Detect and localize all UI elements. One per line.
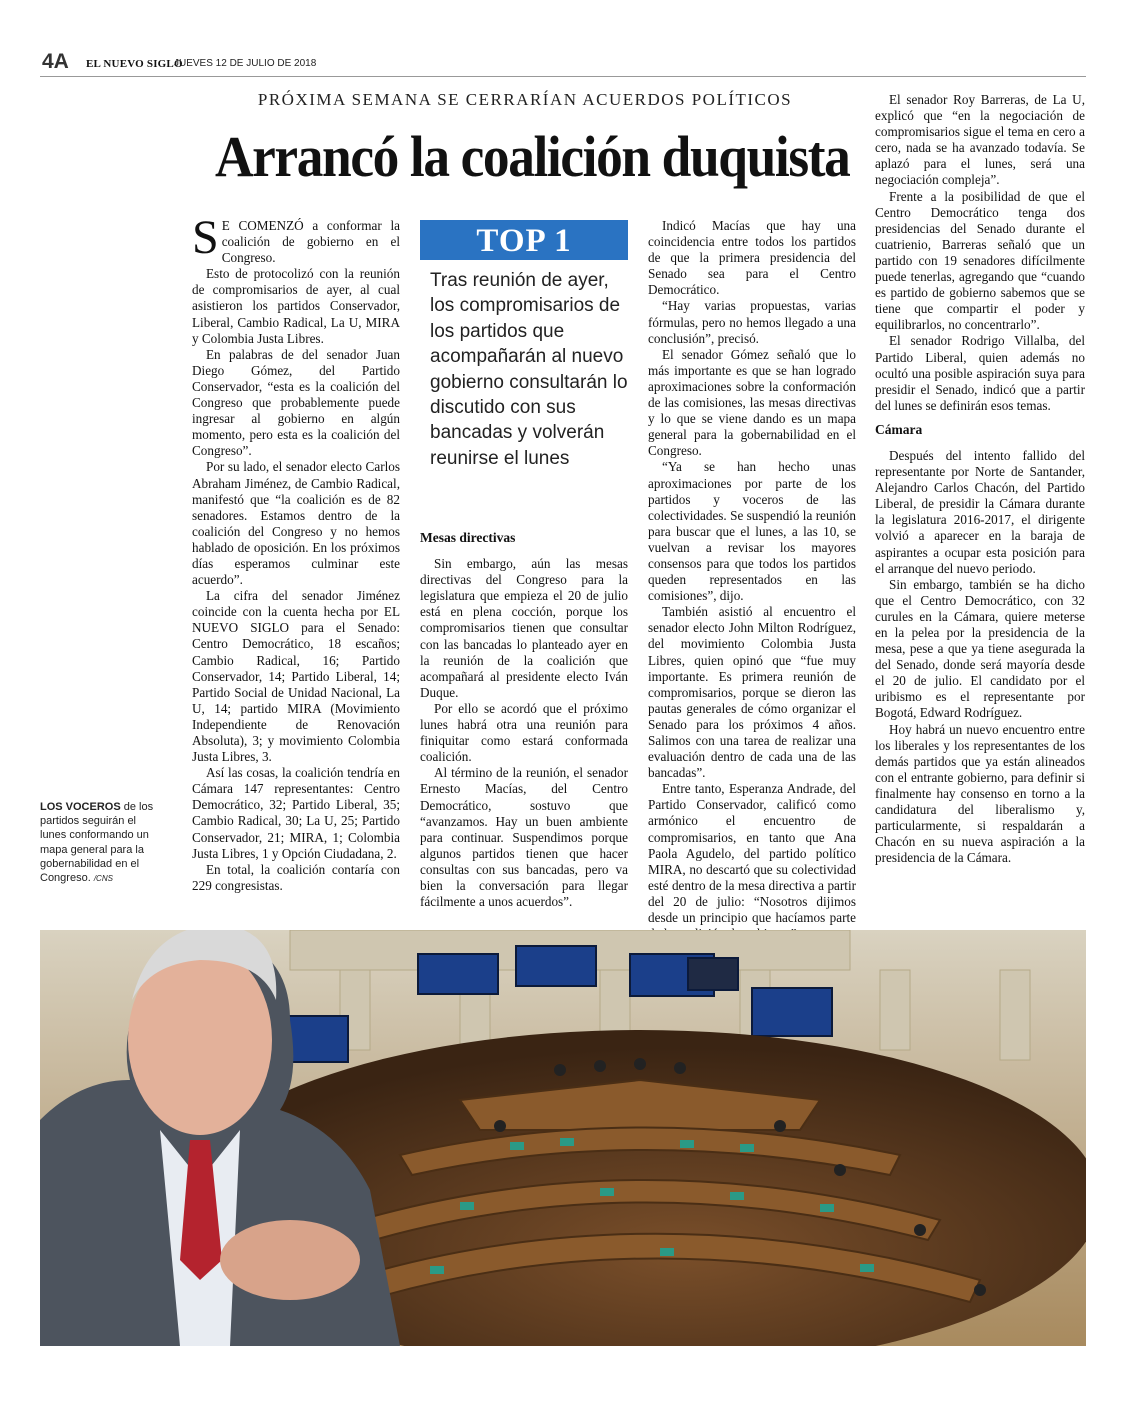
article-headline: Arrancó la coalición duquista [214,124,850,189]
paragraph: Entre tanto, Esperanza Andrade, del Partido Conservador, calificó como armónico el encuentro de compromisarios, en tanto que Ana Paola Agudelo, del partido político MIRA, no descartó que su colectividad esté dentro de la mesa directiva a partir del 20 de julio: “Nosotros dijimos desde un principio que hacíamos parte [648,781,856,926]
paragraph: Por ello se acordó que el próximo lunes habrá otra una reunión para finiquitar como estará conformada coalición. [420,700,628,765]
paragraph: Hoy habrá un nuevo encuentro entre los liberales y los representantes de los demás partidos que ya están alineados con el entrante gobierno, para definir si finalmente hay consenso en torno a la candidatura del liberalismo y, particularmente, si respaldarán a Chacón en su nueva aspiración a la presidencia de la Cámara. [875,721,1085,866]
paragraph: “Hay varias propuestas, varias fórmulas, pero no hemos llegado a una conclusión”, precisó. [648,298,856,346]
paragraph: Al término de la reunión, el senador Ernesto Macías, del Centro Democrático, sostuvo que “avanzamos. Hay un buen ambiente para continuar. Suspendimos porque algunos partidos tienen que hacer consultas con sus bancadas, pero va bien la conversación para llegar fácilmente a unos acuerdos”. [420,765,628,910]
article-kicker: PRÓXIMA SEMANA SE CERRARÍAN ACUERDOS POLÍTICOS [257,90,793,109]
page-header [40,50,1086,77]
subhead-camara: Cámara [875,421,923,437]
article-column-3 [648,218,856,942]
top1-summary: Tras reunión de ayer, los compromisarios de los partidos que acompañarán al nuevo gobierno consultarán lo discutido con sus bancadas y volverán reunirse el lunes [430,270,628,469]
caption-lead: LOS VOCEROS [40,801,121,813]
congress-photo [40,930,1086,1346]
paragraph: El senador Roy Barreras, de La U, explicó que “en la negociación de compromisarios sigue el tema en cero a cero, nada se ha avanzado todavía. Se aplazó para el lunes, será una negociación compleja”. [875,92,1085,188]
paragraph: Indicó Macías que hay una coincidencia entre todos los partidos de que la primera presidencia del Senado sea para el Centro Democrático. [648,218,856,298]
paragraph: Esto de protocolizó con la reunión de compromisarios de ayer, al cual asistieron los partidos Conservador, Liberal, Cambio Radical, La U, MIRA y Colombia Justa Libres. [192,266,400,346]
article-column-2 [420,522,628,910]
paragraph: También asistió al encuentro el senador electo John Milton Rodríguez, del movimiento Colombia Justa Libres, quien opinó que “fue muy importante. Es primera reunión de compromisarios, porque se dieron las pautas generales de cómo organizar el Senado para los próximos 4 años. Salimos con una tarea de realizar una evaluación dentro de cada una de las bancadas”. [648,604,856,781]
subhead-mesas-directivas: Mesas directivas [420,530,516,545]
article-column-4 [875,92,1085,866]
paragraph: Sin embargo, también se ha dicho que el Centro Democrático, con 32 curules en la Cámara, quiere meterse en la pelea por la presidencia de la mesa, pese a que ya tiene asegurada la del Senado, donde será mayoría desde el 20 de julio. El candidato por el uribismo es el representante por Bogotá, Edward Rodríguez. [875,576,1085,721]
paragraph: El senador Gómez señaló que lo más importante es que se han logrado aproximaciones sobre la conformación de las comisiones, las mesas directivas y lo que se viene dando es un mapa general para la gobernabilidad en el Congreso. [648,346,856,459]
paragraph: Después del intento fallido del representante por Norte de Santander, Alejandro Carlos Chacón, del Partido Liberal, de presidir la Cámara durante la legislatura 2016-2017, el dirigente volvió a aparecer en la baraja de aspirantes a ocupar esta posición para el arranque del nuevo periodo. [875,447,1085,576]
top1-label: TOP 1 [420,220,628,260]
paragraph: Sin embargo, aún las mesas directivas del Congreso para la legislatura que empieza el 20 de julio está en plena cocción, porque los compromisarios tienen que consultar con las bancadas lo planteado ayer en la reunión de la coalición que acompañará al presidente electo Iván Duque. [420,556,628,700]
paragraph: Por su lado, el senador electo Carlos Abraham Jiménez, de Cambio Radical, manifestó que “la coalición es de 82 senadores. Estamos dentro de la coalición del Congreso y no hemos hablado de oposición. En los próximos días esperamos culminar este acuerdo”. [192,459,400,588]
issue-date: JUEVES 12 DE JULIO DE 2018 [174,58,317,69]
caption-text: de los partidos seguirán el lunes conformando un mapa general para la gobernabilidad en el Congreso. [40,801,154,885]
lead-paragraph: S E COMENZÓ a conformar la coalición de gobierno en el Congreso. [192,211,400,266]
paragraph: El senador Rodrigo Villalba, del Partido Liberal, quien además no ocultó una posible aspiración suya para presidir el Senado, indicó que a partir del lunes se definirán esos temas. [875,333,1085,413]
photo-caption [40,800,160,886]
paragraph: La cifra del senador Jiménez coincide con la cuenta hecha por EL NUEVO SIGLO para el Senado: Centro Democrático, 18 escaños; Cambio Radical, 16; Partido Conservador, 14; Partido Liberal, 14; Partido Social de Unidad Nacional, La U, 14; partido MIRA (Movimiento Independiente de Renovación Absoluta), 3; y movimiento Colombia Justa Libres, 3. [192,588,400,765]
page-number: 4A [42,50,69,73]
photo-credit: /CNS [93,874,113,884]
paragraph: En palabras de del senador Juan Diego Gómez, del Partido Conservador, “esta es la coalición del Congreso que probablemente puede ingresar al gobierno en algún momento, pero esta es la coalición del Congreso”. [192,346,400,459]
paragraph: Frente a la posibilidad de que el Centro Democrático tenga dos presidencias del Senado durante el cuatrienio, Barreras señaló que un partido con 19 senadores difícilmente puede tenerlas, agregando que “cuando es partido de gobierno sabemos que se tiene que compartir el poder y equilibrarlos, no concentrarlo”. [875,188,1085,333]
masthead: EL NUEVO SIGLO [86,58,183,70]
congress-chamber-image [40,930,1086,1346]
drop-cap: S [192,211,219,264]
paragraph: “Ya se han hecho unas aproximaciones por parte de los partidos y voceros de las colectividades. Se suspendió la reunión para buscar que el lunes, a las 10, se vuelvan a revisar los mayores consensos para que todos los partidos queden representados en las comisiones”, dijo. [648,459,856,604]
paragraph: En total, la coalición contaría con 229 congresistas. [192,861,400,893]
article-column-1 [192,211,400,894]
paragraph: Así las cosas, la coalición tendría en Cámara 147 representantes: Centro Democrático, 32; Partido Liberal, 35; Cambio Radical, 30; La U, 25; Partido Conservador, 21; MIRA, 1; Colombia Justa Libres, 1 y Opción Ciudadana, 2. [192,765,400,861]
